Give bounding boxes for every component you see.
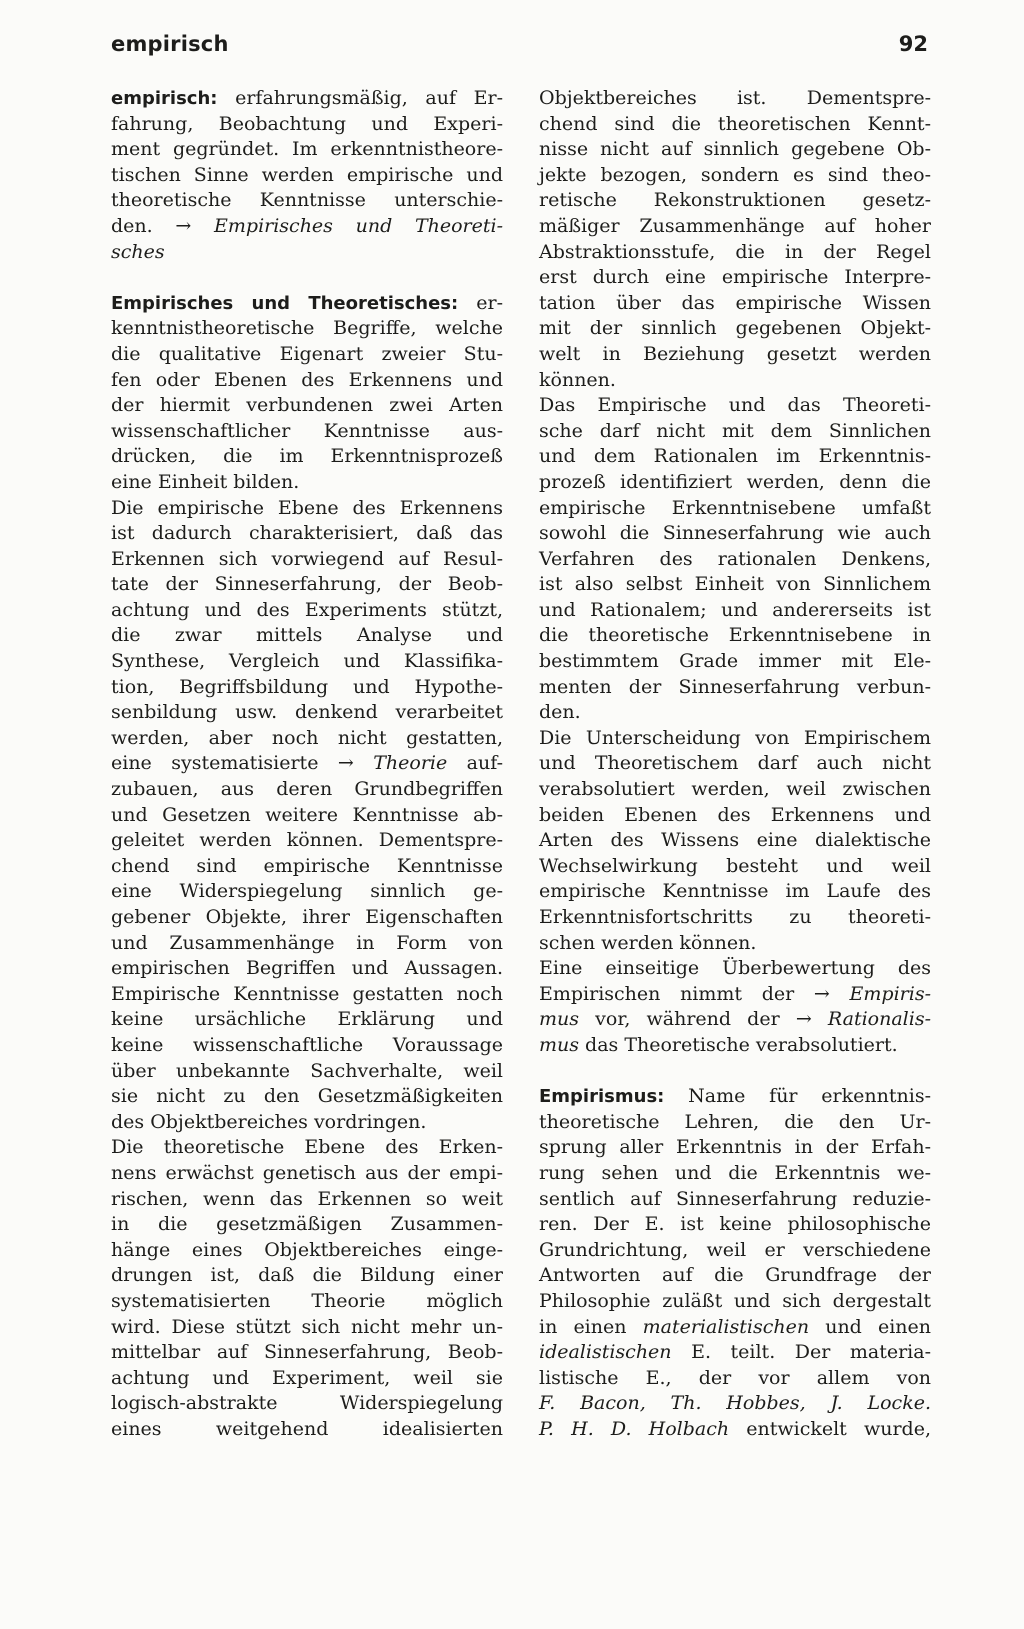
text-line: tion, Begriffsbildung und Hypothe- [111, 675, 503, 698]
text-line: Synthese, Vergleich und Klassifika- [111, 650, 503, 673]
text-line: Abstraktionsstufe, die in der Regel [539, 240, 931, 263]
text-line: verabsolutiert werden, weil zwischen [539, 778, 931, 801]
text-line: listische E., der vor allem von [539, 1366, 931, 1389]
text-line: theoretische Lehren, die den Ur- [539, 1110, 931, 1133]
emphasis: idealistischen [539, 1341, 672, 1364]
text-line: erst durch eine empirische Interpre- [539, 266, 931, 289]
text-line: nisse nicht auf sinnlich gegebene Ob- [539, 138, 931, 161]
text-line: retische Rekonstruktionen gesetz- [539, 189, 931, 212]
text-line: in die gesetzmäßigen Zusammen- [111, 1213, 503, 1236]
text-line: geleitet werden können. Dementspre- [111, 829, 503, 852]
text-line: Empirismus: Name für erkenntnis- [539, 1085, 931, 1108]
text-line: mus das Theoretische verabsolutiert. [539, 1033, 898, 1056]
running-head: empirisch [111, 32, 229, 56]
text-line: schen werden können. [539, 931, 757, 954]
text-line: Wechselwirkung besteht und weil [539, 854, 931, 877]
text-line: mit der sinnlich gegebenen Objekt- [539, 317, 931, 340]
text-line: Das Empirische und das Theoreti- [539, 394, 931, 417]
text-line: Erkenntnisfortschritts zu theoreti- [539, 906, 931, 928]
text-line: mus vor, während der → Rationalis- [539, 1008, 931, 1031]
text-line: der hiermit verbundenen zwei Arten [111, 394, 503, 417]
cross-reference-link[interactable]: Empirisches und Theoreti- [214, 214, 503, 237]
right-column [539, 86, 931, 1442]
headword: Empirisches und Theoretisches: [111, 292, 459, 314]
text-line: über unbekannte Sachverhalte, weil [111, 1059, 503, 1082]
entry-empirismus [539, 1084, 931, 1442]
text-line: eine Widerspiegelung sinnlich ge- [111, 880, 503, 903]
text-line: mäßiger Zusammenhänge auf hoher [539, 214, 931, 237]
text-line: mittelbar auf Sinneserfahrung, Beob- [111, 1341, 503, 1364]
left-column [111, 86, 503, 1442]
text-line: chend sind empirische Kenntnisse [111, 854, 503, 877]
text-line [111, 240, 503, 266]
text-line: Die theoretische Ebene des Erken- [111, 1136, 503, 1159]
text-line: menten der Sinneserfahrung verbun- [539, 675, 931, 698]
text-line: rischen, wenn das Erkennen so weit [111, 1187, 503, 1210]
text-line: die theoretische Erkenntnisebene in [539, 624, 931, 647]
text-line: prozeß identifiziert werden, denn die [539, 470, 931, 493]
text-line: Empirischen nimmt der → Empiris- [539, 982, 931, 1005]
text-line: tischen Sinne werden empirische und [111, 163, 503, 186]
text-line: senbildung usw. denkend verarbeitet [111, 701, 503, 724]
text-line: können. [539, 368, 616, 391]
text-line: beiden Ebenen des Erkennens und [539, 803, 931, 826]
text-line: den. → Empirisches und Theoreti- [111, 214, 503, 237]
headword: Empirismus: [539, 1086, 665, 1108]
text-line: keine wissenschaftliche Voraussage [111, 1033, 503, 1056]
text-line: sowohl die Sinneserfahrung wie auch [539, 522, 931, 545]
text-line: chend sind die theoretischen Kennt- [539, 112, 931, 135]
text-line: sentlich auf Sinneserfahrung reduzie- [539, 1187, 931, 1210]
text-line: die qualitative Eigenart zweier Stu- [111, 342, 503, 365]
text-line: sche darf nicht mit dem Sinnlichen [539, 419, 931, 442]
text-line: gebener Objekte, ihrer Eigenschaften [111, 906, 503, 928]
text-line: empirische Erkenntnisebene umfaßt [539, 496, 931, 519]
text-line: Die Unterscheidung von Empirischem [539, 726, 931, 749]
text-line: werden, aber noch nicht gestatten, [111, 726, 503, 749]
text-line: tation über das empirische Wissen [539, 291, 931, 314]
emphasis: P. H. D. Holbach [539, 1417, 730, 1440]
text-line: jekte bezogen, sondern es sind theo- [539, 163, 931, 186]
text-line: eines weitgehend idealisierten [111, 1417, 503, 1440]
cross-reference-arrow-icon: → [795, 1008, 812, 1031]
text-line: Verfahren des rationalen Denkens, [539, 547, 931, 570]
text-line: achtung und Experiment, weil sie [111, 1366, 503, 1389]
cross-reference-link[interactable]: Theorie [373, 752, 448, 775]
cross-reference-link[interactable]: sches [111, 240, 165, 263]
text-line: empirischen Begriffen und Aussagen. [111, 957, 503, 980]
text-line: Empirische Kenntnisse gestatten noch [111, 982, 503, 1005]
text-line: ist also selbst Einheit von Sinnlichem [539, 573, 931, 596]
text-line: fahrung, Beobachtung und Experi- [111, 112, 503, 135]
text-line: nens erwächst genetisch aus der empi- [111, 1161, 503, 1184]
cross-reference-link[interactable]: mus [539, 1033, 580, 1056]
text-line: welt in Beziehung gesetzt werden [539, 342, 931, 365]
text-line: systematisierten Theorie möglich [111, 1289, 503, 1312]
text-line: keine ursächliche Erklärung und [111, 1008, 503, 1031]
text-line: wird. Diese stützt sich nicht mehr un- [111, 1315, 503, 1338]
text-line: ist dadurch charakterisiert, daß das [111, 522, 503, 545]
text-line: wissenschaftlicher Kenntnisse aus- [111, 419, 503, 442]
text-line: Grundrichtung, weil er verschiedene [539, 1238, 931, 1261]
cross-reference-arrow-icon: → [175, 214, 192, 237]
text-line: Die empirische Ebene des Erkennens [111, 496, 503, 519]
text-line: zubauen, aus deren Grundbegriffen [111, 778, 503, 801]
text-line: in einen materialistischen und einen [539, 1315, 932, 1338]
text-line: bestimmtem Grade immer mit Ele- [539, 650, 931, 673]
text-line: logisch-abstrakte Widerspiegelung [111, 1392, 503, 1415]
text-line: drungen ist, daß die Bildung einer [111, 1264, 503, 1287]
text-line: ren. Der E. ist keine philosophische [539, 1213, 931, 1236]
text-line: fen oder Ebenen des Erkennens und [111, 368, 503, 391]
text-line: empirische Kenntnisse im Laufe des [539, 880, 931, 903]
cross-reference-link[interactable]: Rationalis- [827, 1008, 931, 1031]
entry-empirisches-und-theoretisches [111, 291, 503, 1443]
text-line: P. H. D. Holbach entwickelt wurde, [539, 1417, 931, 1440]
text-line: theoretische Kenntnisse unterschie- [111, 189, 503, 212]
text-line: rung sehen und die Erkenntnis we- [539, 1161, 931, 1184]
text-line: tate der Sinneserfahrung, der Beob- [111, 573, 503, 596]
cross-reference-link[interactable]: Empiris- [849, 982, 931, 1005]
text-line: idealistischen E. teilt. Der materia- [539, 1341, 931, 1364]
cross-reference-arrow-icon: → [337, 752, 354, 775]
text-line: drücken, die im Erkenntnisprozeß [111, 445, 503, 468]
text-line: eine systematisierte → Theorie auf- [111, 752, 504, 775]
text-line: und Theoretischem darf auch nicht [539, 752, 931, 775]
text-line: sie nicht zu den Gesetzmäßigkeiten [111, 1085, 503, 1108]
entry-empirisch [111, 86, 503, 265]
text-line: und Zusammenhänge in Form von [111, 931, 503, 954]
text-line: Erkennen sich vorwiegend auf Resul- [111, 547, 503, 570]
text-line: Antworten auf die Grundfrage der [539, 1264, 931, 1287]
page-number: 92 [898, 32, 928, 56]
text-line: und dem Rationalen im Erkenntnis- [539, 445, 931, 468]
emphasis: materialistischen [642, 1315, 810, 1338]
text-line: den. [539, 701, 581, 724]
text-line: die zwar mittels Analyse und [111, 624, 503, 647]
entry-empirisches-continued [539, 86, 931, 1059]
text-line: F. Bacon, Th. Hobbes, J. Locke. [539, 1392, 931, 1415]
cross-reference-link[interactable]: mus [539, 1008, 580, 1031]
cross-reference-arrow-icon: → [813, 982, 830, 1005]
text-line: und Rationalem; und andererseits ist [539, 598, 931, 621]
text-line: und Gesetzen weitere Kenntnisse ab- [111, 803, 503, 826]
text-line: Eine einseitige Überbewertung des [539, 957, 931, 980]
text-line: kenntnistheoretische Begriffe, welche [111, 317, 503, 340]
text-line: des Objektbereiches vordringen. [111, 1110, 427, 1133]
text-line: Arten des Wissens eine dialektische [539, 829, 931, 852]
headword: empirisch: [111, 88, 218, 109]
text-line: hänge eines Objektbereiches einge- [111, 1238, 503, 1261]
text-line: sprung aller Erkenntnis in der Erfah- [539, 1136, 931, 1159]
text-line: eine Einheit bilden. [111, 470, 300, 493]
text-line: Empirisches und Theoretisches: er- [111, 291, 503, 314]
text-line: achtung und des Experiments stützt, [111, 598, 503, 621]
text-line: ment gegründet. Im erkenntnistheore- [111, 138, 503, 161]
text-line: empirisch: erfahrungsmäßig, auf Er- [111, 87, 503, 109]
text-line: Objektbereiches ist. Dementspre- [539, 87, 931, 109]
text-line: Philosophie zuläßt und sich dergestalt [539, 1289, 931, 1312]
